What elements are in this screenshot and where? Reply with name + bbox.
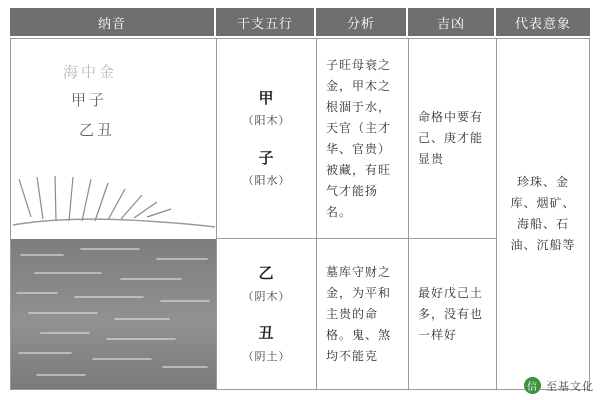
ganzhi-cell-row1 — [217, 39, 316, 239]
wechat-badge-icon: 信 — [524, 377, 541, 394]
nayin-ganzhi-line2: 乙丑 — [79, 121, 116, 139]
table-body — [10, 38, 590, 390]
sea-illustration — [11, 239, 216, 389]
imagery-text: 珍珠、金库、烟矿、海船、石油、沉船等 — [510, 175, 576, 252]
sea-waves-icon — [11, 239, 216, 389]
ganzhi-second-row1: 子 — [258, 148, 275, 167]
ganzhi-second-sub-row1: （阳水） — [242, 174, 291, 187]
column-header-ganzhi-wuxing: 干支五行 — [216, 8, 316, 36]
ganzhi-second-row2: 丑 — [258, 324, 275, 342]
sunrise-illustration — [11, 39, 216, 239]
ganzhi-column — [217, 39, 317, 389]
fortune-cell-row2 — [409, 239, 496, 389]
column-header-fortune: 吉凶 — [408, 8, 496, 36]
fortune-cell-row1 — [409, 39, 496, 239]
nayin-ganzhi-line1: 甲子 — [71, 91, 108, 109]
illustration-column — [11, 39, 217, 389]
ganzhi-main-sub-row1: （阳木） — [242, 114, 291, 128]
analysis-text-row2: 墓库守财之金，为平和主贵的命格。鬼、煞均不能克 — [326, 264, 392, 363]
analysis-cell-row2 — [317, 239, 408, 389]
fortune-column — [409, 39, 497, 389]
watermark-label: 至基文化 — [546, 379, 594, 393]
column-header-nayin: 纳音 — [10, 8, 216, 36]
analysis-column — [317, 39, 409, 389]
ganzhi-main-sub-row2: （阴木） — [242, 289, 291, 303]
watermark — [524, 377, 594, 394]
ganzhi-cell-row2 — [217, 239, 316, 389]
imagery-cell — [497, 39, 589, 389]
ganzhi-main-row1: 甲 — [258, 88, 275, 107]
imagery-column — [497, 39, 589, 389]
nayin-title: 海中金 — [63, 63, 118, 81]
ganzhi-main-row2: 乙 — [258, 264, 275, 283]
table-header-row — [10, 8, 590, 36]
ganzhi-second-sub-row2: （阴土） — [242, 349, 291, 363]
analysis-cell-row1 — [317, 39, 408, 239]
analysis-text-row1: 子旺母衰之金，甲木之根涸于水，天官（主才华、官贵）被藏，有旺气才能扬名。 — [326, 57, 392, 219]
column-header-imagery: 代表意象 — [496, 8, 590, 36]
fortune-text-row1: 命格中要有己、庚才能显贵 — [418, 110, 484, 166]
column-header-analysis: 分析 — [316, 8, 408, 36]
fortune-text-row2: 最好戊己土多，没有也一样好 — [418, 285, 484, 342]
